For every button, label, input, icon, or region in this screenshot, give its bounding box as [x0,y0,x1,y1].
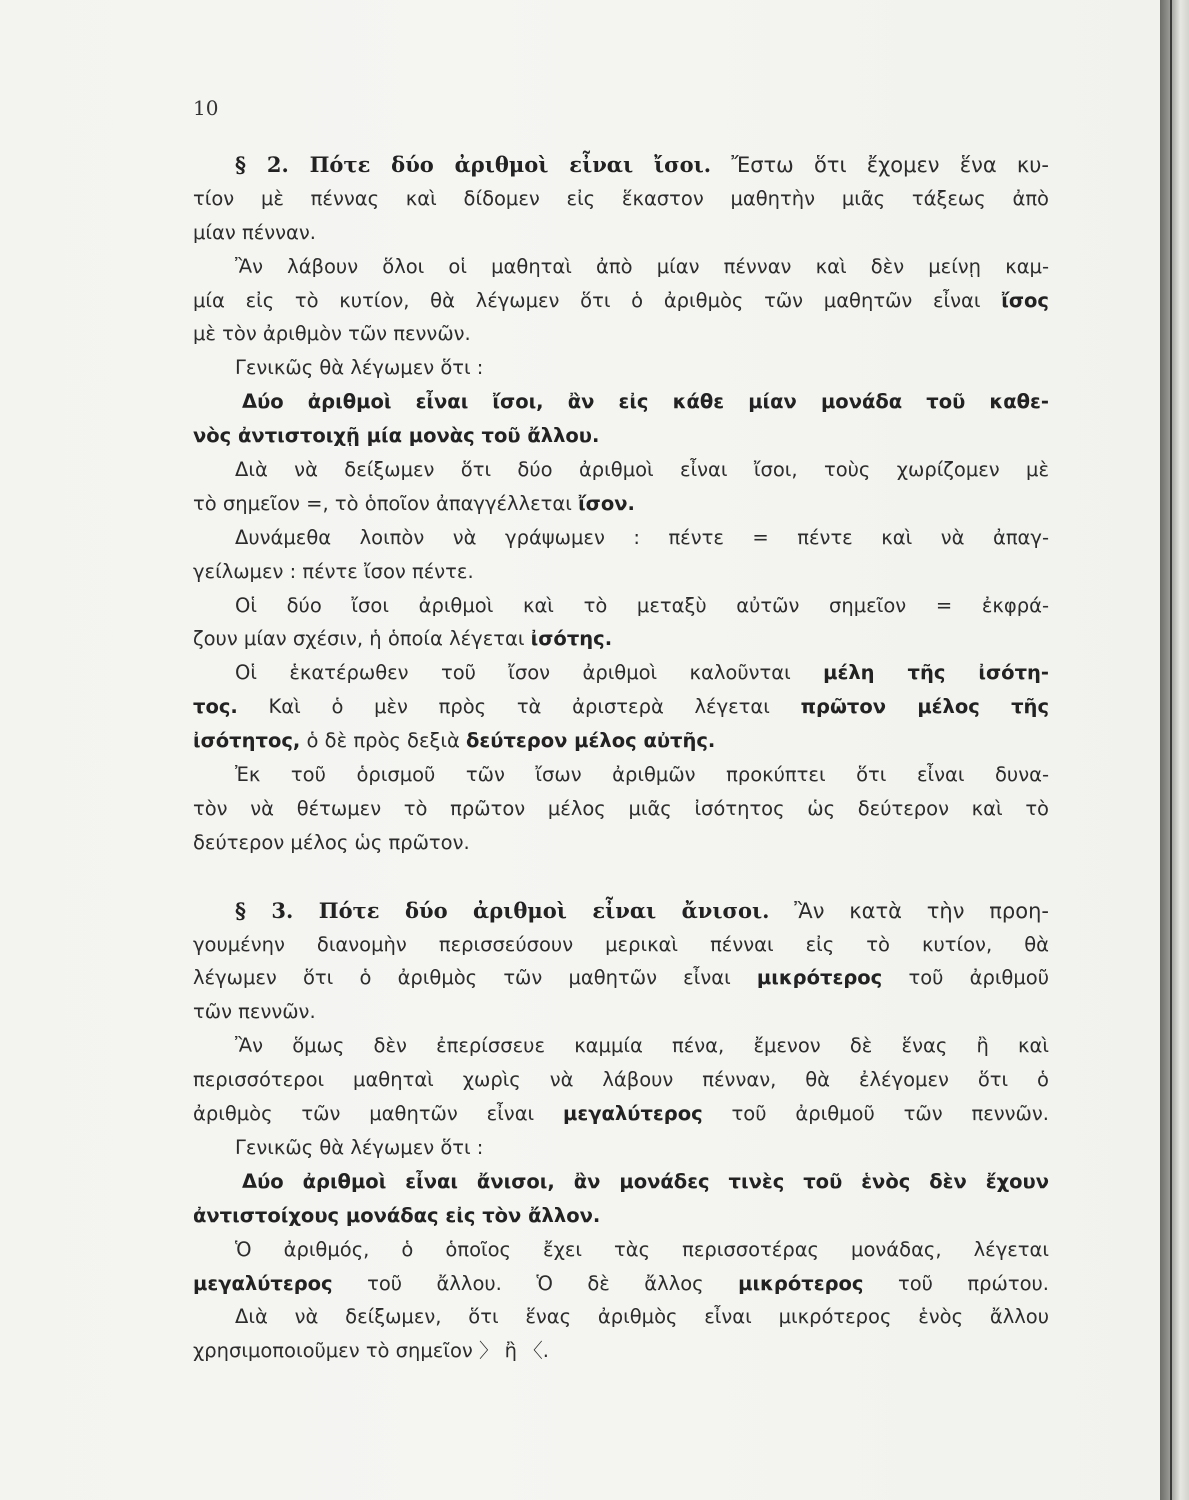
text-line: γείλωμεν : πέντε ἴσον πέντε. [193,559,474,583]
text-line: μίαν πένναν. [193,220,316,244]
text-span: μία εἰς τὸ κυτίον, θὰ λέγωμεν ὅτι ὁ ἀριθμὸς τῶν μαθητῶν εἶναι [193,288,981,312]
text-line: Διὰ νὰ δείξωμεν ὅτι δύο ἀριθμοὶ εἶναι ἴσοι, τοὺς χωρίζομεν μὲ [235,458,1049,482]
text-line: Ἐκ τοῦ ὁρισμοῦ τῶν ἴσων ἀριθμῶν προκύπτει ὅτι εἶναι δυνα- [235,763,1049,787]
text-span: ζουν μίαν σχέσιν, ἡ ὁποία λέγεται [193,627,525,651]
section-2-heading-line [193,148,1049,182]
term-isos: ἴσος [1001,288,1049,312]
text-span: τοῦ ἄλλου. Ὁ δὲ ἄλλος [367,1271,704,1295]
term-isotitos: ἰσότητος, [193,729,301,753]
text-line: τὸν νὰ θέτωμεν τὸ πρῶτον μέλος μιᾶς ἰσότητος ὡς δεύτερον καὶ τὸ [193,796,1049,820]
text-line-with-term [193,656,1049,690]
text-line: Ἔστω ὅτι ἔχομεν ἕνα κυ- [731,153,1049,177]
text-line: Ἂν λάβουν ὅλοι οἱ μαθηταὶ ἀπὸ μίαν πένναν καὶ δὲν μείνῃ καμ- [235,254,1049,278]
text-line: Διὰ νὰ δείξωμεν, ὅτι ἕνας ἀριθμὸς εἶναι μικρότερος ἑνὸς ἄλλου [235,1305,1049,1329]
term-first-member: πρῶτον μέλος τῆς [800,695,1049,719]
text-line: περισσότεροι μαθηταὶ χωρὶς νὰ λάβουν πένναν, θὰ ἐλέγομεν ὅτι ὁ [193,1068,1049,1092]
term-larger: μεγαλύτερος [563,1102,703,1126]
text-line: τῶν πεννῶν. [193,1000,316,1024]
text-span: τοῦ ἀριθμοῦ [908,966,1049,990]
section-3-title: § 3. Πότε δύο ἀριθμοὶ εἶναι ἄνισοι. [235,897,770,923]
text-span: τὸ σημεῖον =, τὸ ὁποῖον ἀπαγγέλλεται [193,491,572,515]
text-line-with-term [193,622,1049,656]
term-ison: ἴσον. [578,491,635,515]
section-3-heading-line [193,894,1049,928]
text-span: τοῦ ἀριθμοῦ τῶν πεννῶν. [731,1102,1049,1126]
text-line-with-term [193,961,1049,995]
definition-equal-line: νὸς ἀντιστοιχῇ μία μονὰς τοῦ ἄλλου. [193,424,600,448]
text-span: τοῦ πρώτου. [897,1271,1049,1295]
definition-unequal-line: Δύο ἀριθμοὶ εἶναι ἄνισοι, ἂν μονάδες τινὲς τοῦ ἑνὸς δὲν ἔχουν [242,1169,1049,1193]
section-gap [193,860,1049,894]
text-line-with-term [193,487,1049,521]
term-meli-end: τος. [193,695,238,719]
text-line: Δυνάμεθα λοιπὸν νὰ γράψωμεν : πέντε = πέντε καὶ νὰ ἀπαγ- [235,525,1049,549]
term-larger: μεγαλύτερος [193,1271,333,1295]
text-line: Ὁ ἀριθμός, ὁ ὁποῖος ἔχει τὰς περισσοτέρας μονάδας, λέγεται [235,1237,1049,1261]
definition-unequal-line: ἀντιστοίχους μονάδας εἰς τὸν ἄλλον. [193,1203,601,1227]
section-2-title: § 2. Πότε δύο ἀριθμοὶ εἶναι ἴσοι. [235,152,712,177]
page-text [193,148,1049,1368]
text-line-with-term [193,1267,1049,1301]
text-span: ἀριθμὸς τῶν μαθητῶν εἶναι [193,1102,535,1126]
text-line-with-term [193,284,1049,318]
text-line: Ἂν κατὰ τὴν προη- [794,898,1049,923]
text-line: Οἱ δύο ἴσοι ἀριθμοὶ καὶ τὸ μεταξὺ αὐτῶν σημεῖον = ἐκφρά- [235,593,1049,617]
text-span: λέγωμεν ὅτι ὁ ἀριθμὸς τῶν μαθητῶν εἶναι [193,966,731,990]
term-second-member: δεύτερον μέλος αὐτῆς. [466,729,716,753]
term-smaller: μικρότερος [738,1271,864,1295]
term-smaller: μικρότερος [756,966,883,990]
text-line: Ἂν ὅμως δὲν ἐπερίσσευε καμμία πένα, ἔμενον δὲ ἕνας ἢ καὶ [235,1034,1049,1058]
term-isotis: ἰσότης. [530,627,613,651]
text-span: Οἱ ἑκατέρωθεν τοῦ ἴσον ἀριθμοὶ καλοῦνται [235,661,791,685]
text-line: δεύτερον μέλος ὡς πρῶτον. [193,830,470,854]
definition-equal-line: Δύο ἀριθμοὶ εἶναι ἴσοι, ἂν εἰς κάθε μίαν μονάδα τοῦ καθε- [242,390,1049,414]
text-line: Γενικῶς θὰ λέγωμεν ὅτι : [235,1135,484,1159]
text-line: Γενικῶς θὰ λέγωμεν ὅτι : [235,356,484,380]
text-line: χρησιμοποιοῦμεν τὸ σημεῖον 〉 ἢ 〈. [193,1339,549,1363]
page-number: 10 [193,96,219,120]
text-line: μὲ τὸν ἀριθμὸν τῶν πεννῶν. [193,322,471,346]
text-line-with-term [193,1097,1049,1131]
book-spine-edge [1160,0,1189,1500]
text-line-with-term [193,724,1049,758]
text-span: ὁ δὲ πρὸς δεξιὰ [306,729,460,753]
text-line-with-term [193,690,1049,724]
text-line: γουμένην διανομὴν περισσεύσουν μερικαὶ πένναι εἰς τὸ κυτίον, θὰ [193,932,1049,956]
text-span: Καὶ ὁ μὲν πρὸς τὰ ἀριστερὰ λέγεται [268,695,770,719]
term-meli: μέλη τῆς ἰσότη- [823,661,1049,685]
text-line: τίον μὲ πέννας καὶ δίδομεν εἰς ἕκαστον μαθητὴν μιᾶς τάξεως ἀπὸ [193,186,1049,210]
